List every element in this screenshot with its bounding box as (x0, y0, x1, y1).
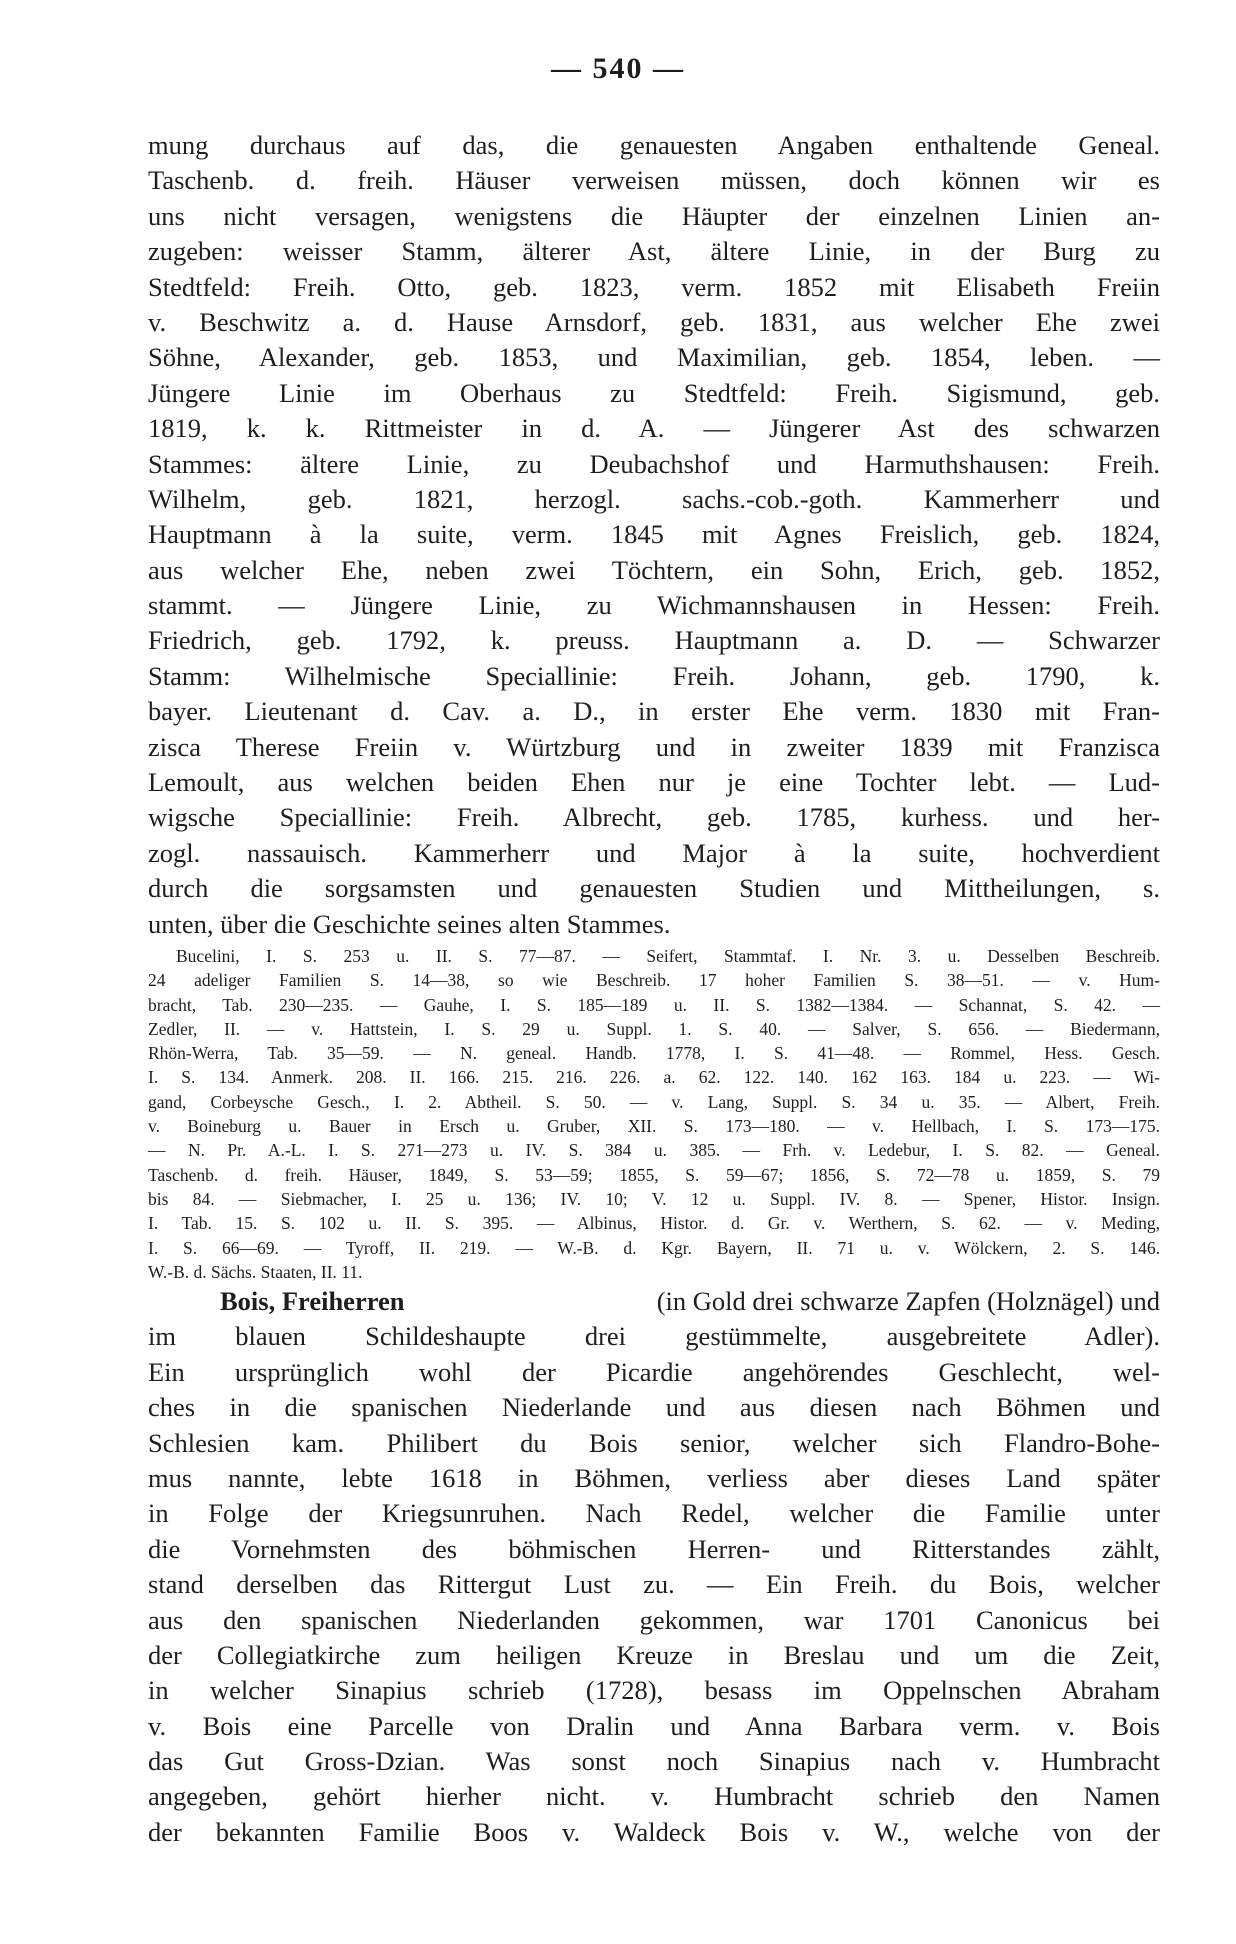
text-line: wigsche Speciallinie: Freih. Albrecht, geb. 1785, kurhess. und her- (148, 802, 1160, 833)
text-line: mung durchaus auf das, die genauesten Angaben enthaltende Geneal. (148, 130, 1160, 160)
text-line: in welcher Sinapius schrieb (1728), besass im Oppelnschen Abraham (148, 1675, 1160, 1706)
footnote-line: bis 84. — Siebmacher, I. 25 u. 136; IV. 10; V. 12 u. Suppl. IV. 8. — Spener, Histor. Insign. (148, 1188, 1160, 1209)
text-line: aus welcher Ehe, neben zwei Töchtern, ein Sohn, Erich, geb. 1852, (148, 554, 1160, 585)
text-line: durch die sorgsamsten und genauesten Studien und Mittheilungen, s. (148, 873, 1160, 904)
text-line: Taschenb. d. freih. Häuser verweisen müssen, doch können wir es (148, 165, 1160, 196)
text-line: v. Beschwitz a. d. Hause Arnsdorf, geb. 1831, aus welcher Ehe zwei (148, 306, 1160, 337)
footnote-line: — N. Pr. A.-L. I. S. 271—273 u. IV. S. 384 u. 385. — Frh. v. Ledebur, I. S. 82. — Geneal. (148, 1140, 1160, 1161)
text-line: Lemoult, aus welchen beiden Ehen nur je eine Tochter lebt. — Lud- (148, 767, 1160, 798)
text-line: angegeben, gehört hierher nicht. v. Humbracht schrieb den Namen (148, 1781, 1160, 1812)
footnote-line: gand, Corbeysche Gesch., I. 2. Abtheil. S. 50. — v. Lang, Suppl. S. 34 u. 35. — Albert, Freih. (148, 1091, 1160, 1112)
footnote-line: I. S. 66—69. — Tyroff, II. 219. — W.-B. d. Kgr. Bayern, II. 71 u. v. Wölckern, 2. S. 146. (148, 1237, 1160, 1258)
text-line: das Gut Gross-Dzian. Was sonst noch Sinapius nach v. Humbracht (148, 1746, 1160, 1777)
footnote-line: Rhön-Werra, Tab. 35—59. — N. geneal. Handb. 1778, I. S. 41—48. — Rommel, Hess. Gesch. (148, 1043, 1160, 1064)
text-line: im blauen Schildeshaupte drei gestümmelte, ausgebreitete Adler). (148, 1321, 1160, 1352)
text-line: Hauptmann à la suite, verm. 1845 mit Agnes Freislich, geb. 1824, (148, 519, 1160, 550)
text-line: zugeben: weisser Stamm, älterer Ast, ältere Linie, in der Burg zu (148, 236, 1160, 267)
text-line: Ein ursprünglich wohl der Picardie angehörendes Geschlecht, wel- (148, 1356, 1160, 1387)
page-number: — 540 — (551, 52, 685, 85)
text-line: 1819, k. k. Rittmeister in d. A. — Jüngerer Ast des schwarzen (148, 413, 1160, 444)
text-line: stand derselben das Rittergut Lust zu. — Ein Freih. du Bois, welcher (148, 1569, 1160, 1600)
footnote-line: I. S. 134. Anmerk. 208. II. 166. 215. 216. 226. a. 62. 122. 140. 162 163. 184 u. 223. — Wi- (148, 1067, 1160, 1088)
text-line: der Collegiatkirche zum heiligen Kreuze in Breslau und um die Zeit, (148, 1639, 1160, 1670)
text-line: Stammes: ältere Linie, zu Deubachshof und Harmuthshausen: Freih. (148, 448, 1160, 479)
text-line: unten, über die Geschichte seines alten Stammes. (148, 908, 671, 939)
footnote-line: Bucelini, I. S. 253 u. II. S. 77—87. — Seifert, Stammtaf. I. Nr. 3. u. Desselben Beschreib. (176, 946, 1160, 966)
text-line: stammt. — Jüngere Linie, zu Wichmannshausen in Hessen: Freih. (148, 590, 1160, 621)
text-line: in Folge der Kriegsunruhen. Nach Redel, welcher die Familie unter (148, 1498, 1160, 1529)
text-line: die Vornehmsten des böhmischen Herren- und Ritterstandes zählt, (148, 1533, 1160, 1564)
text-line: der bekannten Familie Boos v. Waldeck Bois v. W., welche von der (148, 1816, 1160, 1847)
footnote-line: 24 adeliger Familien S. 14—38, so wie Beschreib. 17 hoher Familien S. 38—51. — v. Hum- (148, 970, 1160, 991)
footnote-block (148, 944, 1160, 1284)
text-line: Stamm: Wilhelmische Speciallinie: Freih. Johann, geb. 1790, k. (148, 660, 1160, 691)
text-line: zogl. nassauisch. Kammerherr und Major à la suite, hochverdient (148, 837, 1160, 868)
footnote-line: Zedler, II. — v. Hattstein, I. S. 29 u. Suppl. 1. S. 40. — Salver, S. 656. — Biedermann, (148, 1018, 1160, 1039)
bois-first-line (148, 1284, 1160, 1319)
text-line: Jüngere Linie im Oberhaus zu Stedtfeld: Freih. Sigismund, geb. (148, 377, 1160, 408)
footnote-line: I. Tab. 15. S. 102 u. II. S. 395. — Albinus, Histor. d. Gr. v. Werthern, S. 62. — v. Meding, (148, 1213, 1160, 1234)
text-line: v. Bois eine Parcelle von Dralin und Anna Barbara verm. v. Bois (148, 1710, 1160, 1741)
bois-paragraph (148, 1284, 1160, 1850)
bois-first-line-text: (in Gold drei schwarze Zapfen (Holznägel) und (656, 1286, 1160, 1316)
footnote-line: W.-B. d. Sächs. Staaten, II. 11. (148, 1261, 363, 1282)
text-line: uns nicht versagen, wenigstens die Häupter der einzelnen Linien an- (148, 200, 1160, 231)
text-line: zisca Therese Freiin v. Würtzburg und in zweiter 1839 mit Franzisca (148, 731, 1160, 762)
text-line: mus nannte, lebte 1618 in Böhmen, verliess aber dieses Land später (148, 1462, 1160, 1493)
text-line: Stedtfeld: Freih. Otto, geb. 1823, verm. 1852 mit Elisabeth Freiin (148, 271, 1160, 302)
text-line: aus den spanischen Niederlanden gekommen, war 1701 Canonicus bei (148, 1604, 1160, 1635)
footnote-line: bracht, Tab. 230—235. — Gauhe, I. S. 185—189 u. II. S. 1382—1384. — Schannat, S. 42. — (148, 994, 1160, 1015)
main-paragraph (148, 128, 1160, 942)
footnote-line: Taschenb. d. freih. Häuser, 1849, S. 53—59; 1855, S. 59—67; 1856, S. 72—78 u. 1859, S. 79 (148, 1164, 1160, 1185)
footnote-line: v. Boineburg u. Bauer in Ersch u. Gruber, XII. S. 173—180. — v. Hellbach, I. S. 173—175. (148, 1116, 1160, 1137)
text-line: ches in die spanischen Niederlande und aus diesen nach Böhmen und (148, 1392, 1160, 1423)
text-line: Söhne, Alexander, geb. 1853, und Maximilian, geb. 1854, leben. — (148, 342, 1160, 373)
text-line: bayer. Lieutenant d. Cav. a. D., in erster Ehe verm. 1830 mit Fran- (148, 696, 1160, 727)
text-line: Wilhelm, geb. 1821, herzogl. sachs.-cob.-goth. Kammerherr und (148, 483, 1160, 514)
bois-heading: Bois, Freiherren (220, 1286, 405, 1316)
text-line: Schlesien kam. Philibert du Bois senior, welcher sich Flandro-Bohe- (148, 1427, 1160, 1458)
text-line: Friedrich, geb. 1792, k. preuss. Hauptmann a. D. — Schwarzer (148, 625, 1160, 656)
